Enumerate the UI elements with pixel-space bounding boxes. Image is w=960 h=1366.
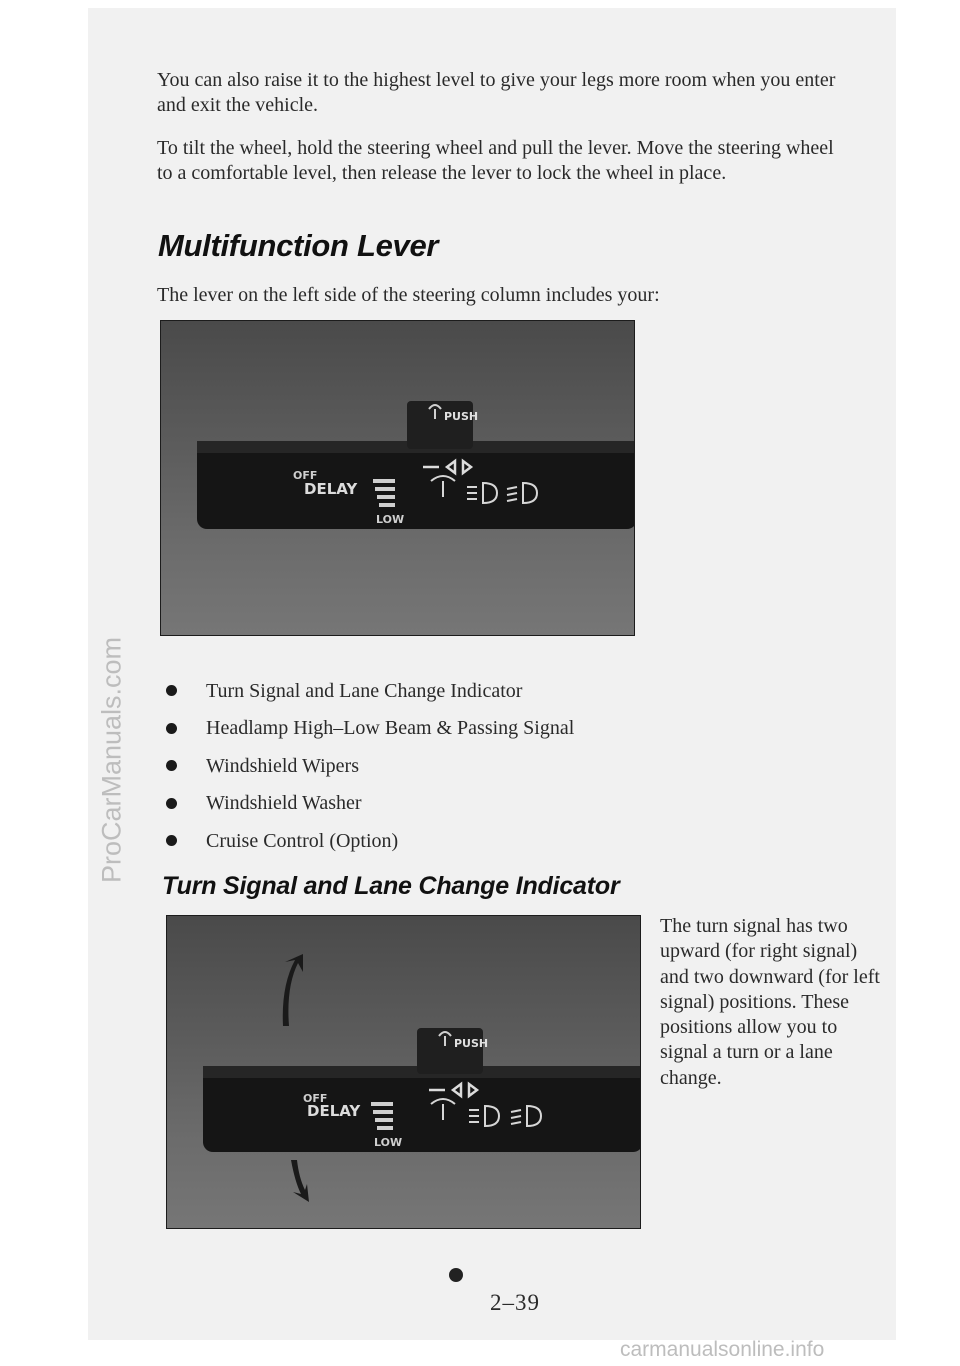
- list-item: Headlamp High–Low Beam & Passing Signal: [166, 710, 574, 748]
- tilt-paragraph: To tilt the wheel, hold the steering wheel and pull the lever. Move the steering wheel to a comfortable level, then release the lever to lock the wheel in place.: [157, 137, 834, 184]
- off-label: OFF: [303, 1092, 328, 1105]
- delay-label: DELAY: [304, 480, 358, 498]
- turn-signal-lever-photo: [166, 915, 641, 1229]
- low-label: LOW: [376, 513, 405, 526]
- off-label: OFF: [293, 469, 318, 482]
- subsection-title: Turn Signal and Lane Change Indicator: [162, 872, 620, 900]
- bullet-icon: [166, 723, 177, 734]
- multifunction-lever-photo: [160, 320, 635, 636]
- up-arrow-icon: [283, 954, 303, 1026]
- push-label: PUSH: [444, 410, 479, 423]
- section-title: Multifunction Lever: [158, 228, 439, 263]
- list-item: Turn Signal and Lane Change Indicator: [166, 672, 574, 710]
- lever-functions-list: [166, 672, 574, 860]
- turn-signal-description: The turn signal has two upward (for right signal) and two downward (for left signal) positions. These positions allow you to signal a turn or a lane change.: [660, 915, 880, 1089]
- page-number: 2–39: [490, 1290, 540, 1315]
- lever-intro-paragraph: The lever on the left side of the steering column includes your:: [157, 284, 660, 306]
- bullet-icon: [166, 798, 177, 809]
- list-item: Windshield Wipers: [166, 747, 574, 785]
- low-label: LOW: [374, 1136, 403, 1149]
- list-item: Cruise Control (Option): [166, 822, 574, 860]
- bullet-icon: [166, 835, 177, 846]
- bottom-watermark: carmanualsonline.info: [620, 1338, 825, 1361]
- down-arrow-icon: [291, 1160, 309, 1202]
- list-item: Windshield Washer: [166, 785, 574, 823]
- footer-bullet-icon: [449, 1268, 463, 1282]
- push-label: PUSH: [454, 1037, 489, 1050]
- intro-paragraph: You can also raise it to the highest level to give your legs more room when you enter and exit the vehicle.: [157, 69, 836, 116]
- delay-label: DELAY: [307, 1102, 361, 1120]
- bullet-icon: [166, 760, 177, 771]
- bullet-icon: [166, 685, 177, 696]
- side-watermark: ProCarManuals.com: [96, 636, 127, 884]
